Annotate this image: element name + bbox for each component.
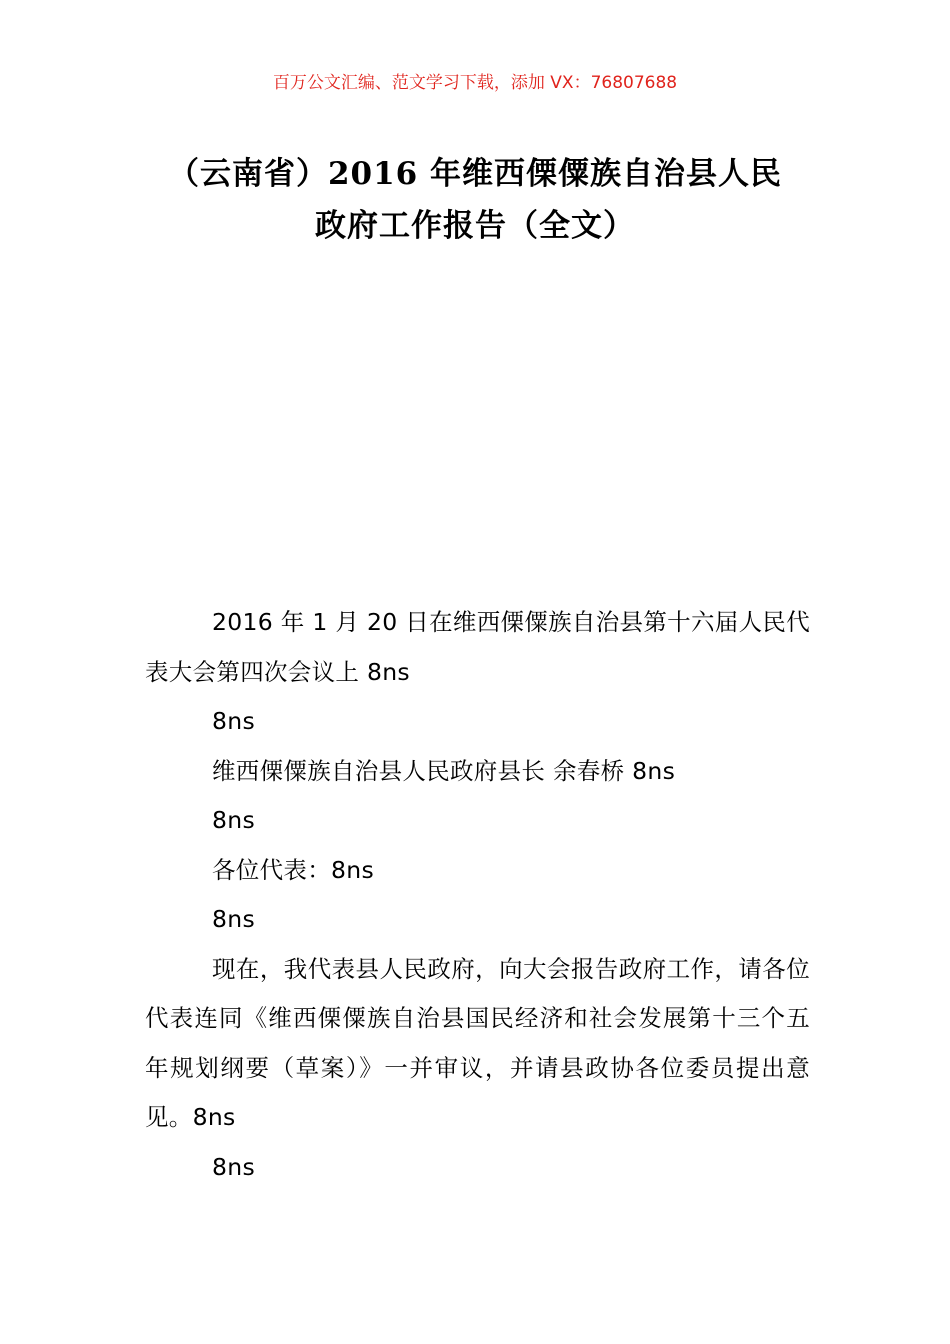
header-watermark-note: 百万公文汇编、范文学习下载，添加 VX：76807688 [272,73,678,93]
paragraph: 8ns [212,905,255,933]
paragraph: 8ns [212,707,255,735]
paragraph: 8ns [212,1152,255,1181]
document-title [130,148,820,252]
paragraph-speaker: 维西傈僳族自治县人民政府县长 余春桥 8ns [212,756,676,785]
title-line-1: （云南省）2016 年维西傈僳族自治县人民 [167,156,783,192]
paragraph-opening: 现在，我代表县人民政府，向大会报告政府工作，请各位代表连同《维西傈僳族自治县国民经济和社会发展第十三个五年规划纲要（草案）》一并审议，并请县政协各位委员提出意见。8ns [145,954,810,1131]
paragraph: 8ns [212,806,255,834]
paragraph-salutation: 各位代表：8ns [212,855,374,884]
title-line-2: 政府工作报告（全文） [315,208,635,244]
paragraph-meeting-info: 2016 年 1 月 20 日在维西傈僳族自治县第十六届人民代表大会第四次会议上 8ns [145,608,810,686]
document-body [145,598,810,1192]
